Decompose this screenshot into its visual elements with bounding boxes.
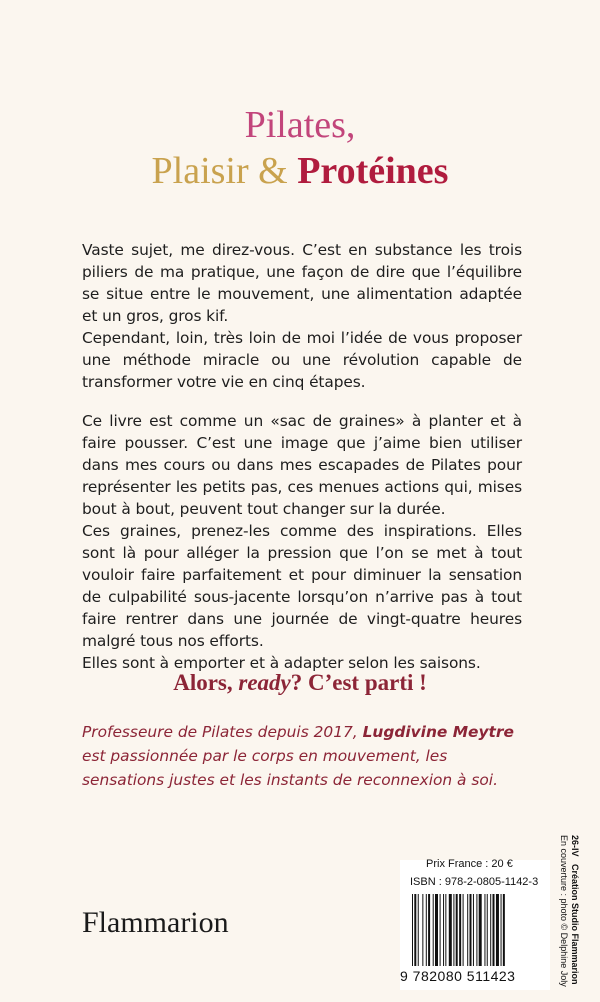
author-name: Lugdivine Meytre (362, 723, 514, 741)
cta-post: ? C’est parti ! (290, 670, 427, 695)
barcode-bar (476, 894, 477, 966)
price-label: Prix France : 20 € (426, 858, 513, 870)
blurb-section-1 (82, 239, 522, 393)
barcode-bar (422, 894, 423, 966)
barcode-image (410, 894, 548, 970)
title-ampersand: & (258, 150, 288, 192)
barcode-bar (496, 894, 499, 966)
title-plaisir: Plaisir (151, 150, 249, 192)
barcode-bar (414, 894, 416, 966)
blurb-paragraph: Ce livre est comme un «sac de graines» à planter et à faire pousser. C’est une image que j’aime bien utiliser dans mes cours ou dans mes escapades de Pilates pour représenter les petits pas, ces menues actions qui, mises bout à bout, peuvent tout changer sur la durée. (82, 412, 522, 518)
blurb-paragraph: Ces graines, prenez-les comme des inspirations. Elles sont là pour alléger la pression que l’on se met à tout vouloir faire parfaitement et pour diminuer la sensation de culpabilité sous-jacente lorsqu’on n’arrive pas à tout faire rentrer dans une journée de vingt-quatre heures malgré tous nos efforts. (82, 522, 522, 650)
barcode-bar (503, 894, 505, 966)
author-bio (82, 720, 532, 792)
call-to-action (0, 670, 600, 696)
book-title-line1: Pilates, (244, 104, 356, 146)
bio-post: est passionnée par le corps en mouvement, les sensations justes et les instants de reconnexion à soi. (82, 747, 498, 789)
photo-credit: En couverture : photo © Delphine Joly (559, 835, 569, 987)
barcode-bar (467, 894, 468, 966)
barcode-digits: 9 782080 511423 (400, 968, 516, 984)
cta-pre: Alors, (173, 670, 239, 695)
title-proteines: Protéines (297, 150, 449, 192)
blurb-section-2 (82, 410, 522, 674)
barcode-bar (501, 894, 502, 966)
barcode-bar (479, 894, 482, 966)
blurb-paragraph: Elles sont à emporter et à adapter selon les saisons. (82, 654, 481, 672)
spine-credits (558, 835, 580, 987)
blurb-paragraph: Cependant, loin, très loin de moi l’idée de vous proposer une méthode miracle ou une révolution capable de transformer votre vie en cinq étapes. (82, 329, 522, 391)
barcode-bar (490, 894, 491, 966)
isbn-label: ISBN : 978-2-0805-1142-3 (410, 876, 539, 888)
barcode-bar (487, 894, 488, 966)
design-credit: Création Studio Flammarion (570, 864, 580, 985)
barcode-bar (445, 894, 446, 966)
barcode-bar (484, 894, 485, 966)
print-code: 26-IV (570, 835, 580, 857)
barcode-bar (459, 894, 461, 966)
barcode-bar (418, 894, 419, 966)
barcode-bar (463, 894, 464, 966)
barcode-bar (473, 894, 474, 966)
barcode-bar (412, 894, 413, 966)
cta-ready: ready (238, 670, 291, 695)
barcode-bar (449, 894, 452, 966)
barcode-bar (435, 894, 438, 966)
barcode-bar (470, 894, 472, 966)
barcode-bar (453, 894, 454, 966)
barcode-bar (493, 894, 495, 966)
barcode-bar (456, 894, 458, 966)
barcode-bar (428, 894, 430, 966)
bio-pre: Professeure de Pilates depuis 2017, (82, 723, 363, 741)
barcode-bar (443, 894, 444, 966)
barcode-bar (433, 894, 434, 966)
barcode-bar (426, 894, 427, 966)
barcode-bar (440, 894, 441, 966)
blurb-paragraph: Vaste sujet, me direz-vous. C’est en substance les trois piliers de ma pratique, une façon de dire que l’équilibre se situe entre le mouvement, une alimentation adaptée et un gros, gros kif. (82, 241, 522, 325)
book-title-line2 (0, 148, 600, 194)
publisher-name: Flammarion (82, 906, 229, 939)
